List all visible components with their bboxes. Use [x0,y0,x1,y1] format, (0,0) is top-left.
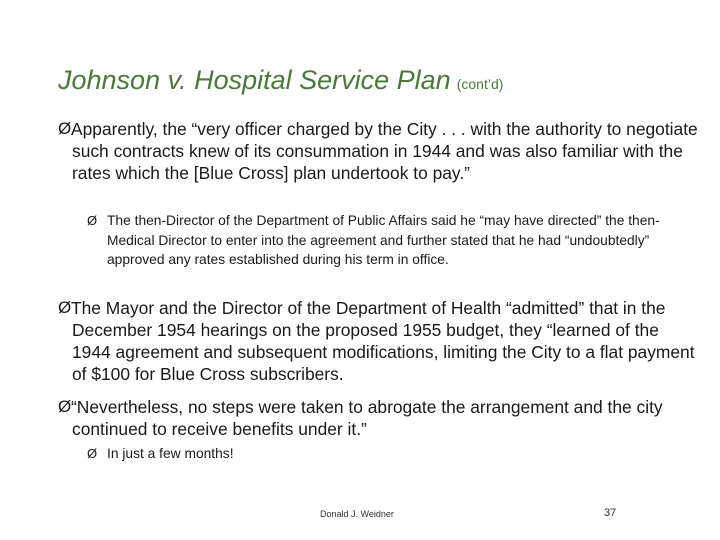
bullet-mayor-admitted [58,297,698,385]
page-number: 37 [604,507,617,519]
arrow-bullet-icon: Ø [87,213,98,228]
slide-title [58,62,503,102]
arrow-bullet-icon: Ø [58,298,72,317]
title-suffix: (cont’d) [456,76,504,92]
bullet-text: In just a few months! [107,446,234,461]
arrow-bullet-icon: Ø [58,119,72,138]
footer-author: Donald J. Weidner [320,509,394,519]
bullet-text: Apparently, the “very officer charged by the City . . . with the authority to negotiate such contracts knew of its consummation in 1944 and was also familiar with the rates which the [Blue Cross] plan undertook to pay.” [71,119,698,183]
sub-bullet-few-months [87,444,687,464]
bullet-text: The Mayor and the Director of the Department of Health “admitted” that in the December 1954 hearings on the proposed 1955 budget, they “learned of the 1944 agreement and subsequent modifications, limiting the City to a flat payment of $100 for Blue Cross subscribers. [71,298,695,384]
bullet-nevertheless [58,396,698,440]
bullet-text: The then-Director of the Department of Public Affairs said he “may have directed” the then-Medical Director to enter into the agreement and further stated that he had “undoubtedly” approved any rates established during his term in office. [107,213,660,268]
title-main: Johnson v. Hospital Service Plan [58,65,451,95]
bullet-text: “Nevertheless, no steps were taken to abrogate the arrangement and the city continued to receive benefits under it.” [71,397,663,439]
sub-bullet-director-public-affairs [87,211,687,270]
bullet-officer-knowledge [58,118,698,184]
arrow-bullet-icon: Ø [87,446,98,461]
arrow-bullet-icon: Ø [58,397,72,416]
